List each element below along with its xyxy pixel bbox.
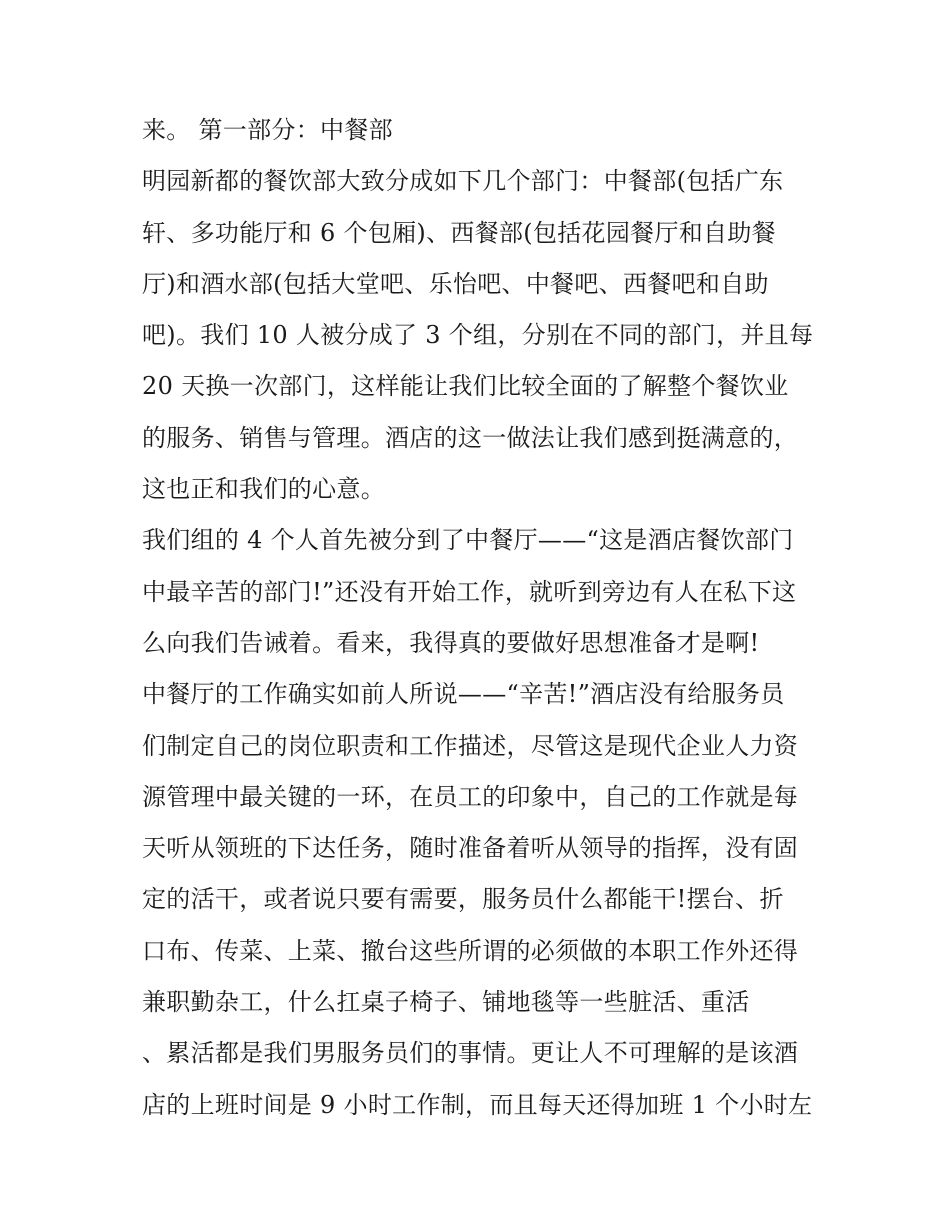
text-line-17: 口布、传菜、上菜、撤台这些所谓的必须做的本职工作外还得 (142, 936, 799, 965)
text-line-9: 我们组的 4 个人首先被分到了中餐厅——“这是酒店餐饮部门 (142, 526, 794, 555)
text-line-14: 源管理中最关键的一环，在员工的印象中，自己的工作就是每 (142, 782, 799, 811)
text-line-20: 店的上班时间是 9 小时工作制，而且每天还得加班 1 个小时左 (142, 1090, 813, 1119)
body-text (142, 108, 822, 1134)
text-line-12: 中餐厅的工作确实如前人所说——“辛苦!”酒店没有给服务员 (142, 680, 785, 709)
text-line-11: 么向我们告诫着。看来，我得真的要做好思想准备才是啊! (142, 628, 760, 657)
text-line-15: 天听从领班的下达任务，随时准备着听从领导的指挥，没有固 (142, 834, 799, 863)
text-line-6: 20 天换一次部门，这样能让我们比较全面的了解整个餐饮业 (142, 372, 789, 401)
text-line-7: 的服务、销售与管理。酒店的这一做法让我们感到挺满意的， (142, 423, 799, 452)
text-line-1: 来。 第一部分：中餐部 (142, 116, 393, 144)
text-line-2: 明园新都的餐饮部大致分成如下几个部门：中餐部(包括广东 (142, 167, 784, 196)
text-line-10: 中最辛苦的部门!”还没有开始工作，就听到旁边有人在私下这 (142, 577, 797, 606)
text-line-18: 兼职勤杂工，什么扛桌子椅子、铺地毯等一些脏活、重活 (142, 988, 750, 1017)
text-line-16: 定的活干，或者说只要有需要，服务员什么都能干!摆台、折 (142, 885, 784, 914)
text-line-8: 这也正和我们的心意。 (142, 475, 385, 504)
text-line-19: 、累活都是我们男服务员们的事情。更让人不可理解的是该酒 (142, 1039, 799, 1068)
text-line-3: 轩、多功能厅和 6 个包厢)、西餐部(包括花园餐厅和自助餐 (142, 218, 776, 247)
text-line-4: 厅)和酒水部(包括大堂吧、乐怡吧、中餐吧、西餐吧和自助 (142, 269, 769, 298)
text-line-13: 们制定自己的岗位职责和工作描述，尽管这是现代企业人力资 (142, 731, 799, 760)
text-line-5: 吧)。我们 10 人被分成了 3 个组，分别在不同的部门，并且每 (142, 321, 814, 350)
